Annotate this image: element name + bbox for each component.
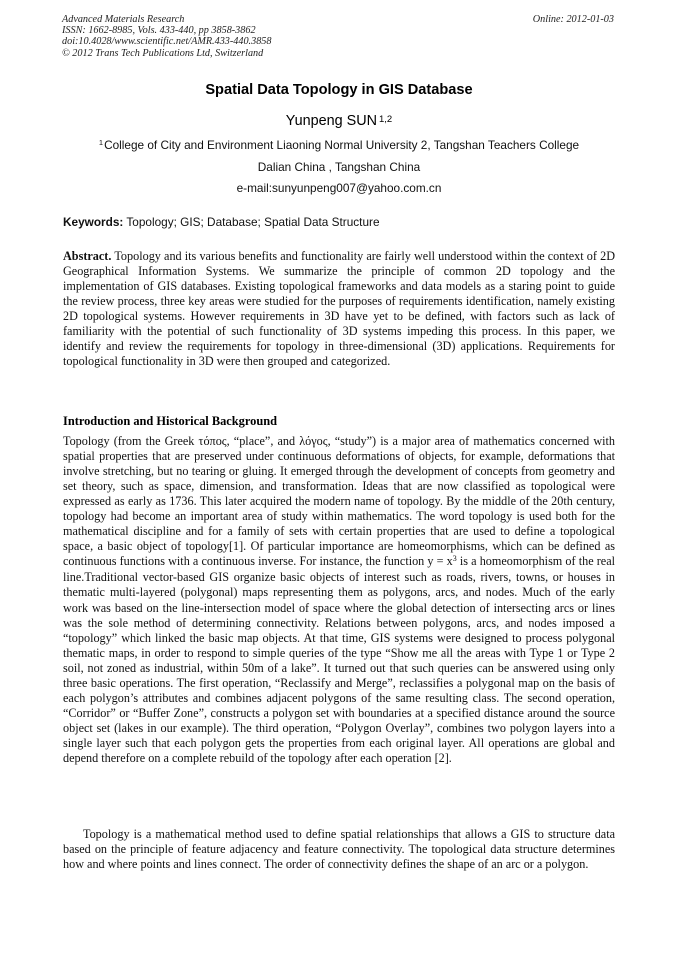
abstract-text: Topology and its various benefits and functionality are fairly well understood within the context of 2D Geographical Information Systems. We summarize the principle of common 2D topology and the implementation of GIS databases. Existing topological frameworks and data models as a staring point to guide the review process, three key areas were studied for the purposes of requirements identification, namely existing 2D topological systems. However requirements in 3D have yet to be defined, with factors such as lack of familiarity with the potential of such functionality of 3D systems impeding this process. In this paper, we identify and review the requirements for topology in three-dimensional (3D) applications. Requirements for topological functionality in 3D were then grouped and categorized.	[63, 249, 615, 369]
paper-title: Spatial Data Topology in GIS Database	[205, 82, 473, 98]
affiliation-text: College of City and Environment Liaoning Normal University 2, Tangshan Teachers College	[104, 138, 580, 152]
paragraph-1-text-a: Topology (from the Greek τόπος, “place”, and λόγος, “study”) is a major area of mathematics concerned with spatial properties that are preserved under continuous deformations of objects, for example, deformations that involve stretching, but no tearing or gluing. It emerged through the development of concepts from geometry and set theory, such as space, dimension, and transformation. Ideas that are now classified as topological were expressed as early as 1736. This later acquired the modern name of topology. By the middle of the 20th century, topology had become an important area of study within mathematics. The word topology is used both for the mathematical discipline and for a family of sets with certain properties that are used to define a topological space, a basic object of topology[1]. Of particular importance are homeomorphisms, which can be defined as continuous functions with a continuous inverse. For instance, the function y = x	[63, 434, 615, 569]
body-paragraph-2: Topology is a mathematical method used to define spatial relationships that allows a GIS to structure data based on the principle of feature adjacency and feature connectivity. The topological data structure determines how and where points and lines connect. The order of connectivity defines the shape of an arc or a polygon.	[63, 827, 615, 872]
issn-line: ISSN: 1662-8985, Vols. 433-440, pp 3858-3862	[62, 25, 256, 37]
abstract-label: Abstract.	[63, 249, 112, 263]
exponent: 3	[452, 554, 457, 564]
copyright-line: © 2012 Trans Tech Publications Ltd, Switzerland	[62, 47, 264, 59]
keywords-label: Keywords:	[63, 215, 124, 229]
affiliation-marker: 1	[98, 138, 104, 147]
body-paragraph-1	[63, 434, 615, 766]
keywords-line	[63, 215, 380, 229]
keywords-text: Topology; GIS; Database; Spatial Data Structure	[126, 215, 380, 229]
author-email: e-mail:sunyunpeng007@yahoo.com.cn	[236, 181, 442, 195]
abstract-paragraph	[63, 249, 615, 369]
doi-line: doi:10.4028/www.scientific.net/AMR.433-440.3858	[62, 36, 272, 48]
journal-metadata	[62, 14, 442, 59]
author-line	[0, 113, 678, 129]
online-date: Online: 2012-01-03	[532, 14, 614, 25]
journal-name: Advanced Materials Research	[62, 14, 185, 25]
paragraph-1-text-b: is a homeomorphism of the real line.Traditional vector-based GIS organize basic objects of interest such as roads, rivers, towns, or houses in thematic multi-layered (polygonal) maps representing them as polygons, arcs, and nodes. Much of the early work was based on the line-intersection model of space where the global detection of intersecting arcs or lines was the sole method of determining connectivity. Relations between polygons, arcs, and nodes imposed a “topology” which linked the basic map objects. At that time, GIS systems were designed to process polygonal thematic maps, in order to respond to simple queries of the type “Show me all the areas with Type 1 or Type 2 soil, not zoned as industrial, within 50m of a lake”. It turned out that such queries can be answered using only three basic operations. The first operation, “Reclassify and Merge”, reclassifies a polygonal map on the basis of each polygon’s attributes and combines adjacent polygons of the same resulting class. The second operation, “Corridor” or “Buffer Zone”, constructs a polygon set with boundaries at a specified distance around the source object set (lakes in our example). The third operation, “Polygon Overlay”, combines two polygon layers into a single layer such that each polygon gets the properties from each original layer. All operations are global and depend therefore on a complete rebuild of the topology after each operation [2].	[63, 554, 615, 765]
author-name: Yunpeng SUN	[285, 113, 377, 129]
affiliation-line	[0, 138, 678, 152]
section-heading: Introduction and Historical Background	[63, 414, 278, 428]
affiliation-location: Dalian China , Tangshan China	[257, 160, 421, 174]
author-affiliation-marker: 1,2	[379, 114, 393, 125]
